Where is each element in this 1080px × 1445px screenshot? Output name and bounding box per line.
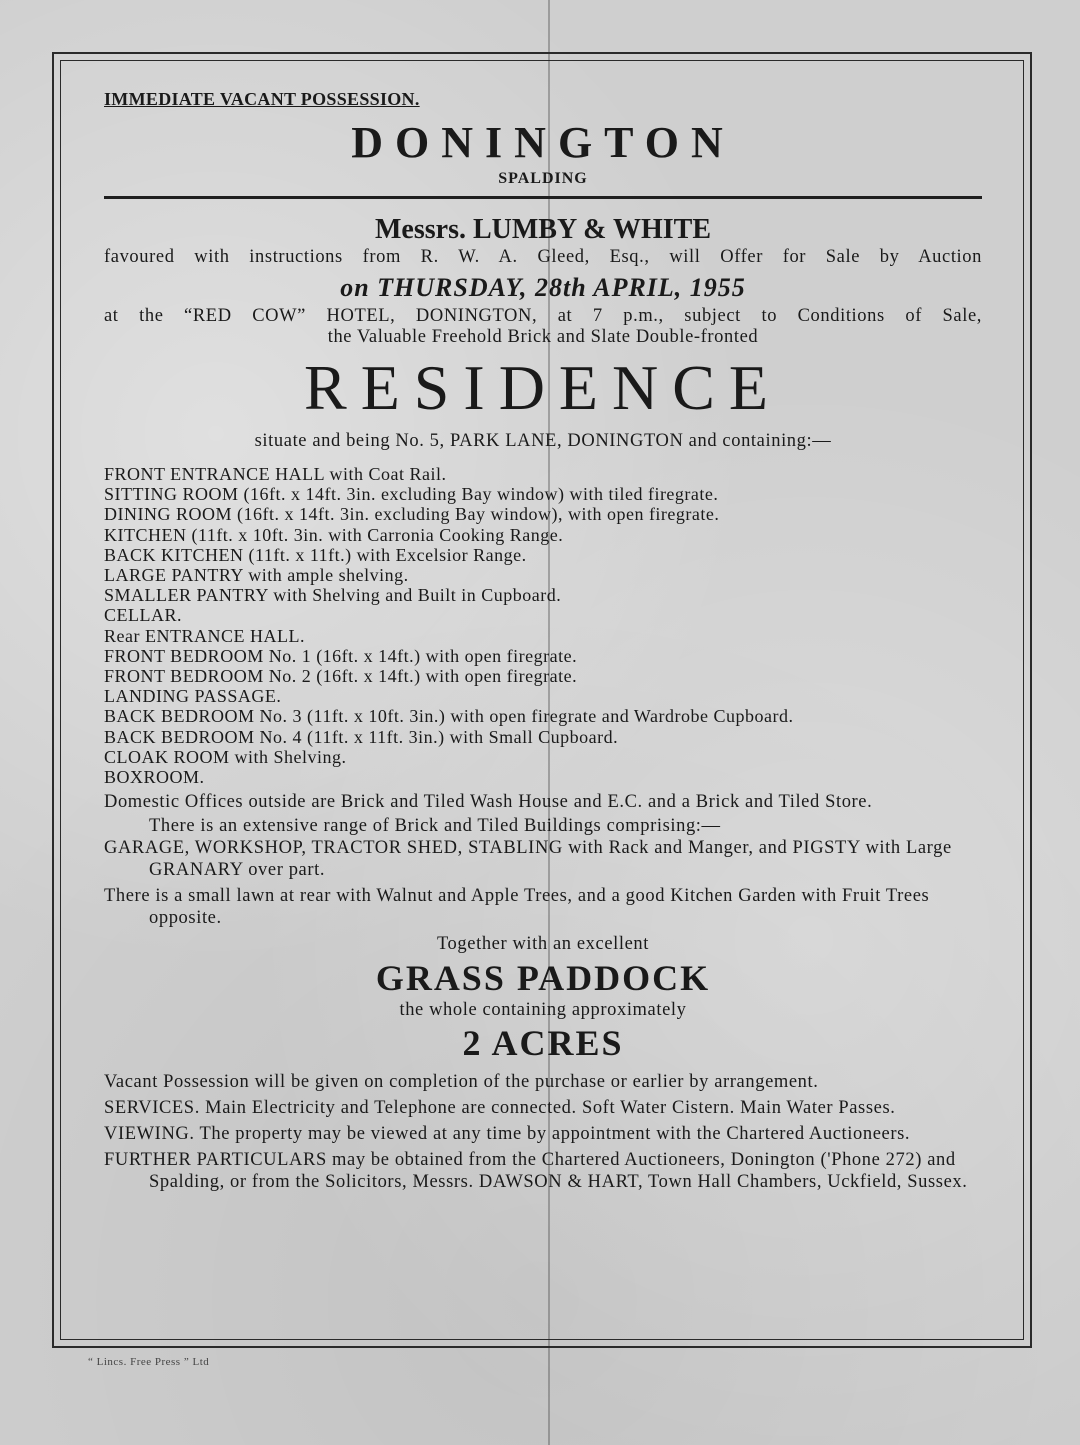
room-item: LARGE PANTRY with ample shelving.: [104, 565, 409, 586]
possession-terms: Vacant Possession will be given on completion of the purchase or earlier by arrangement.: [104, 1072, 819, 1093]
poster-content: [104, 86, 982, 1193]
printer-imprint: “ Lincs. Free Press ” Ltd: [88, 1356, 210, 1368]
county-subtitle: SPALDING: [498, 170, 588, 187]
room-list: [104, 464, 982, 787]
room-item: DINING ROOM (16ft. x 14ft. 3in. excluding Bay window), with open firegrate.: [104, 504, 720, 525]
domestic-offices-text: Domestic Offices outside are Brick and Tiled Wash House and E.C. and a Brick and Tiled Store.: [104, 792, 873, 813]
description-text: the Valuable Freehold Brick and Slate Double-fronted: [327, 327, 759, 347]
possession-heading: IMMEDIATE VACANT POSSESSION.: [104, 89, 420, 109]
venue-text: at the “RED COW” HOTEL, DONINGTON, at 7 p.m., subject to Conditions of Sale,: [104, 306, 982, 326]
place-title: DONINGTON: [351, 118, 735, 167]
auction-date: on THURSDAY, 28th APRIL, 1955: [340, 273, 746, 302]
room-item: BOXROOM.: [104, 767, 205, 788]
lawn-text: There is a small lawn at rear with Walnut and Apple Trees, and a good Kitchen Garden with Fruit Trees opposite.: [104, 886, 930, 929]
room-item: SMALLER PANTRY with Shelving and Built in Cupboard.: [104, 585, 562, 606]
paddock-title: GRASS PADDOCK: [375, 958, 711, 999]
room-item: BACK BEDROOM No. 4 (11ft. x 11ft. 3in.) with Small Cupboard.: [104, 726, 619, 747]
agents-name: Messrs. LUMBY & WHITE: [375, 214, 711, 245]
containing-text: the whole containing approximately: [399, 1000, 687, 1021]
room-item: BACK KITCHEN (11ft. x 11ft.) with Excelsior Range.: [104, 544, 527, 565]
room-item: BACK BEDROOM No. 3 (11ft. x 10ft. 3in.) with open firegrate and Wardrobe Cupboard.: [104, 706, 794, 727]
acres-title: 2 ACRES: [462, 1023, 624, 1064]
particulars-text: FURTHER PARTICULARS may be obtained from the Chartered Auctioneers, Donington ('Phone 272) and Spalding, or from the Solicitors, Messrs. DAWSON & HART, Town Hall Chambers, Uckfield, Sussex.: [104, 1150, 968, 1193]
room-item: FRONT BEDROOM No. 1 (16ft. x 14ft.) with open firegrate.: [104, 645, 578, 666]
room-item: Rear ENTRANCE HALL.: [104, 625, 305, 646]
buildings-list: GARAGE, WORKSHOP, TRACTOR SHED, STABLING with Rack and Manger, and PIGSTY with Large GRANARY over part.: [104, 838, 952, 881]
viewing-text: VIEWING. The property may be viewed at any time by appointment with the Chartered Auctioneers.: [104, 1124, 911, 1145]
room-item: CELLAR.: [104, 605, 182, 626]
header-rule: [104, 196, 982, 199]
instructions-text: favoured with instructions from R. W. A. Gleed, Esq., will Offer for Sale by Auction: [104, 247, 982, 267]
services-text: SERVICES. Main Electricity and Telephone are connected. Soft Water Cistern. Main Water Passes.: [104, 1098, 896, 1119]
room-item: LANDING PASSAGE.: [104, 686, 282, 707]
room-item: FRONT BEDROOM No. 2 (16ft. x 14ft.) with open firegrate.: [104, 666, 578, 687]
buildings-intro: There is an extensive range of Brick and Tiled Buildings comprising:—: [149, 816, 721, 837]
together-text: Together with an excellent: [436, 934, 650, 955]
residence-title: RESIDENCE: [304, 352, 782, 423]
room-item: SITTING ROOM (16ft. x 14ft. 3in. excluding Bay window) with tiled firegrate.: [104, 484, 719, 505]
situate-text: situate and being No. 5, PARK LANE, DONINGTON and containing:—: [254, 431, 832, 451]
room-item: CLOAK ROOM with Shelving.: [104, 746, 347, 767]
room-item: FRONT ENTRANCE HALL with Coat Rail.: [104, 464, 447, 484]
room-item: KITCHEN (11ft. x 10ft. 3in. with Carronia Cooking Range.: [104, 524, 564, 545]
